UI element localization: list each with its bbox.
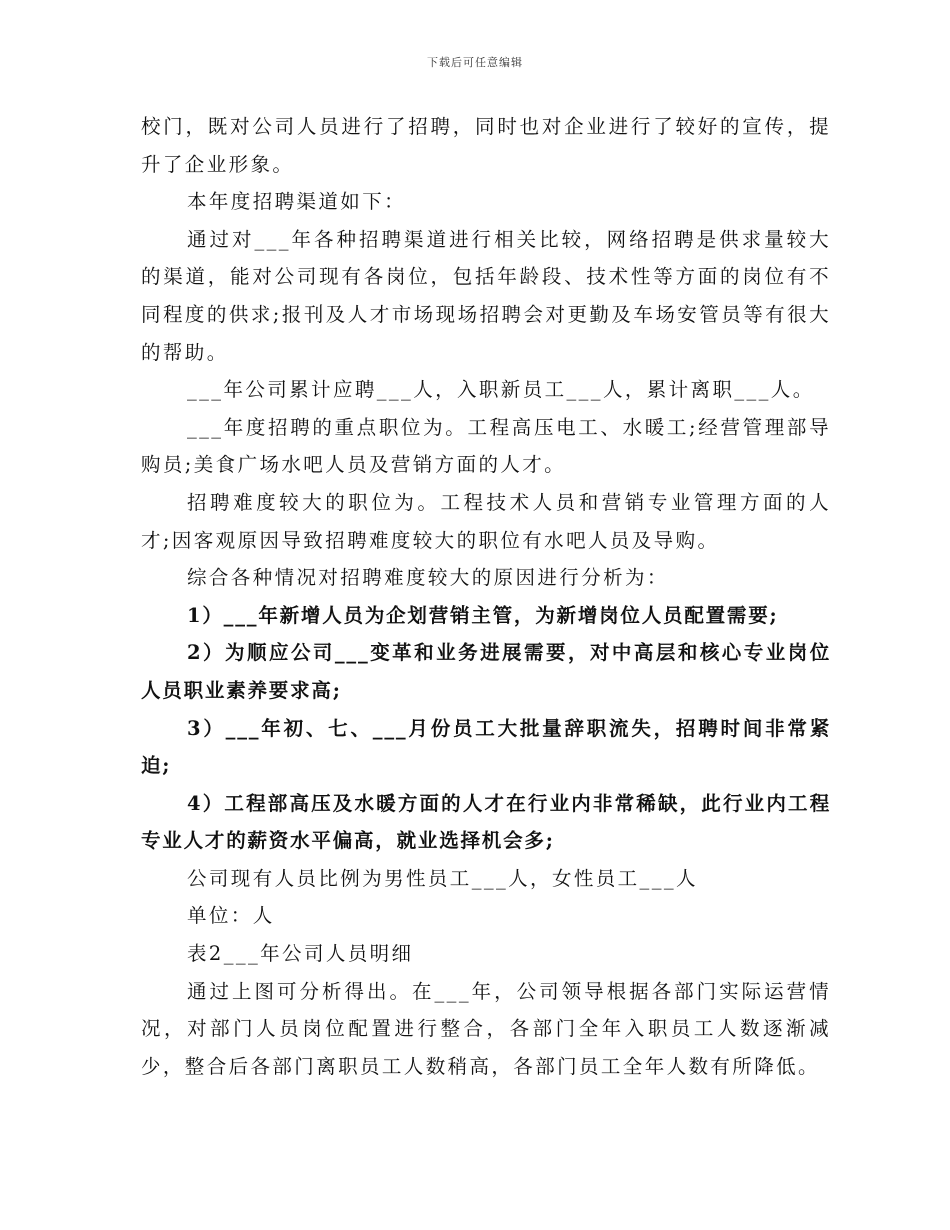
table-caption: 表2___年公司人员明细: [187, 942, 414, 966]
page-header: 下载后可任意编辑: [427, 56, 523, 69]
list-item-1: 1）___年新增人员为企划营销主管，为新增岗位人员配置需要;: [187, 603, 779, 627]
paragraph-1: 校门，既对公司人员进行了招聘，同时也对企业进行了较好的宣传，提升了企业形象。: [141, 115, 831, 176]
paragraph-4: ___年公司累计应聘___人，入职新员工___人，累计离职___人。: [187, 378, 815, 402]
paragraph-7: 综合各种情况对招聘难度较大的原因进行分析为：: [187, 566, 669, 590]
paragraph-6: 招聘难度较大的职位为。工程技术人员和营销专业管理方面的人才;因客观原因导致招聘难度较大的职位有水吧人员及导购。: [141, 490, 831, 552]
list-item-2: 2）为顺应公司___变革和业务进展需要，对中高层和核心专业岗位人员职业素养要求高;: [141, 641, 831, 702]
list-item-3: 3）___年初、七、___月份员工大批量辞职流失，招聘时间非常紧迫;: [141, 716, 831, 778]
paragraph-3: 通过对___年各种招聘渠道进行相关比较，网络招聘是供求量较大的渠道，能对公司现有各岗位，包括年龄段、技术性等方面的岗位有不同程度的供求;报刊及人才市场现场招聘会对更勤及车场安管员等有很大的帮助。: [141, 227, 831, 364]
paragraph-unit: 单位：人: [187, 904, 275, 928]
paragraph-analysis: 通过上图可分析得出。在___年，公司领导根据各部门实际运营情况，对部门人员岗位配置进行整合，各部门全年入职员工人数逐渐减少，整合后各部门离职员工人数稍高，各部门员工全年人数有所降低。: [141, 979, 831, 1078]
list-item-4: 4）工程部高压及水暖方面的人才在行业内非常稀缺，此行业内工程专业人才的薪资水平偏高，就业选择机会多;: [141, 791, 831, 853]
paragraph-5: ___年度招聘的重点职位为。工程高压电工、水暖工;经营管理部导购员;美食广场水吧人员及营销方面的人才。: [141, 415, 831, 477]
paragraph-2: 本年度招聘渠道如下：: [187, 190, 407, 214]
paragraph-gender-ratio: 公司现有人员比例为男性员工___人，女性员工___人: [187, 866, 698, 890]
document-body: [141, 108, 831, 1085]
